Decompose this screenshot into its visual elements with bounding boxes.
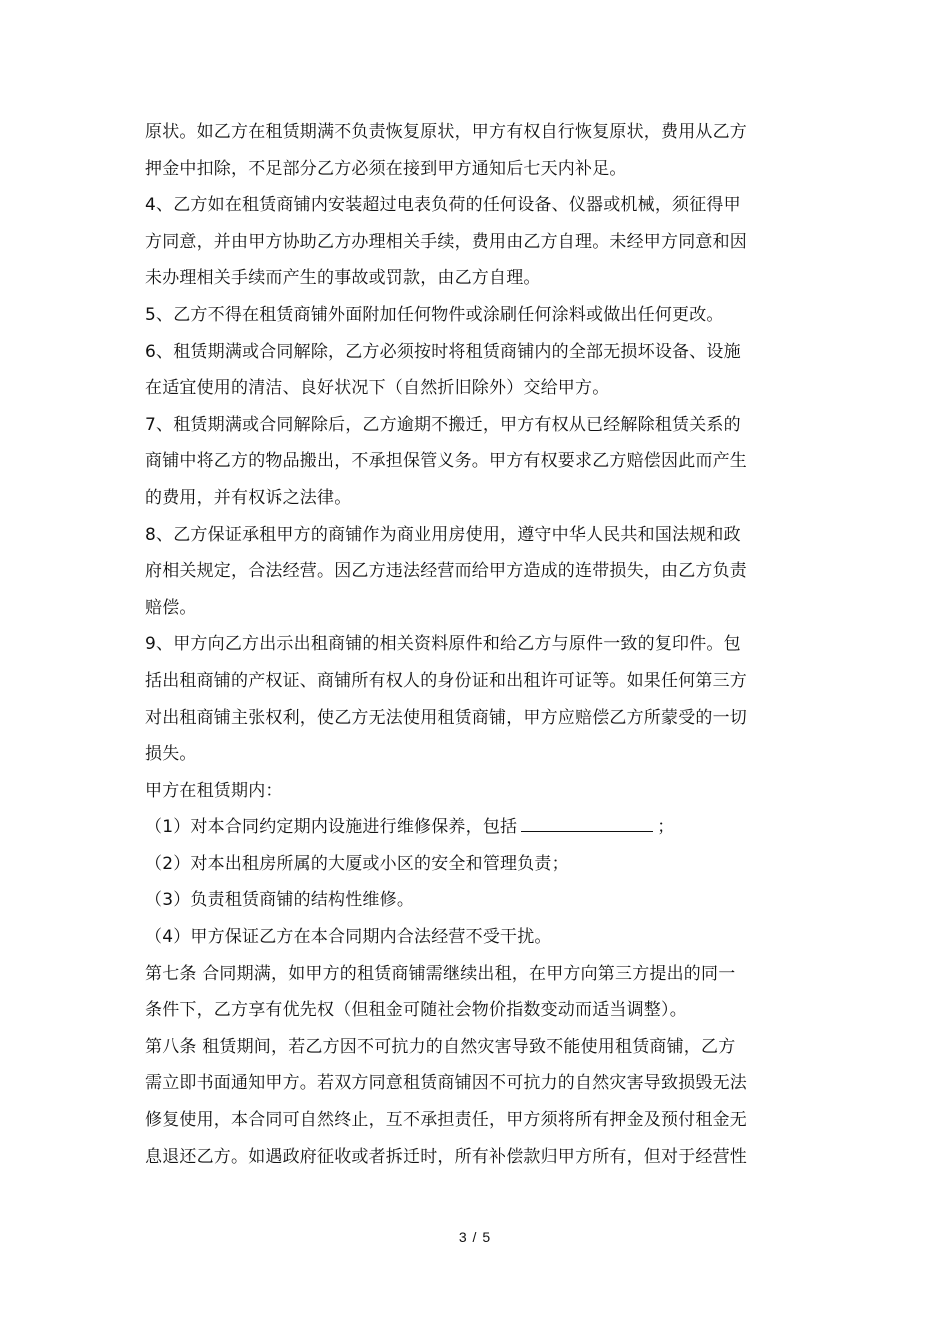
text-line: 对出租商铺主张权利，使乙方无法使用租赁商铺，甲方应赔偿乙方所蒙受的一切: [145, 707, 747, 728]
text-line: 8、乙方保证承租甲方的商铺作为商业用房使用，遵守中华人民共和国法规和政: [145, 524, 741, 545]
text-line: 第八条 租赁期间，若乙方因不可抗力的自然灾害导致不能使用租赁商铺，乙方: [145, 1036, 736, 1057]
text-line: 9、甲方向乙方出示出租商铺的相关资料原件和给乙方与原件一致的复印件。包: [145, 634, 741, 655]
text-line: 7、租赁期满或合同解除后，乙方逾期不搬迁，甲方有权从已经解除租赁关系的: [145, 414, 741, 435]
item-text: （1）对本合同约定期内设施进行维修保养，包括: [145, 817, 518, 838]
text-line: 商铺中将乙方的物品搬出，不承担保管义务。甲方有权要求乙方赔偿因此而产生: [145, 451, 747, 472]
text-line: 甲方在租赁期内：: [145, 780, 283, 801]
text-line: 第七条 合同期满，如甲方的租赁商铺需继续出租，在甲方向第三方提出的同一: [145, 963, 736, 984]
text-line: （2）对本出租房所属的大厦或小区的安全和管理负责；: [145, 853, 569, 874]
text-line: 的费用，并有权诉之法律。: [145, 487, 352, 508]
text-line: 押金中扣除，不足部分乙方必须在接到甲方通知后七天内补足。: [145, 158, 627, 179]
text-line: 方同意，并由甲方协助乙方办理相关手续，费用由乙方自理。未经甲方同意和因: [145, 231, 747, 252]
text-line: 6、租赁期满或合同解除，乙方必须按时将租赁商铺内的全部无损坏设备、设施: [145, 341, 741, 362]
page-number: 3 / 5: [458, 1229, 492, 1245]
text-line: （4）甲方保证乙方在本合同期内合法经营不受干扰。: [145, 927, 552, 948]
text-line: 原状。如乙方在租赁期满不负责恢复原状，甲方有权自行恢复原状，费用从乙方: [145, 122, 747, 142]
item-text-end: ；: [657, 817, 675, 838]
document-body: [145, 114, 815, 1175]
text-line: 在适宜使用的清洁、良好状况下（自然折旧除外）交给甲方。: [145, 378, 610, 399]
text-line: 5、乙方不得在租赁商铺外面附加任何物件或涂刷任何涂料或做出任何更改。: [145, 304, 724, 325]
list-item-fill-in: [145, 809, 815, 846]
text-line: 条件下，乙方享有优先权（但租金可随社会物价指数变动而适当调整）。: [145, 1000, 687, 1021]
text-line: 需立即书面通知甲方。若双方同意租赁商铺因不可抗力的自然灾害导致损毁无法: [145, 1073, 747, 1094]
text-line: 损失。: [145, 744, 197, 765]
text-line: 息退还乙方。如遇政府征收或者拆迁时，所有补偿款归甲方所有，但对于经营性: [145, 1146, 747, 1167]
text-line: 修复使用，本合同可自然终止，互不承担责任，甲方须将所有押金及预付租金无: [145, 1110, 747, 1131]
text-line: 括出租商铺的产权证、商铺所有权人的身份证和出租许可证等。如果任何第三方: [145, 670, 747, 691]
text-line: 4、乙方如在租赁商铺内安装超过电表负荷的任何设备、仪器或机械，须征得甲: [145, 195, 741, 216]
text-line: （3）负责租赁商铺的结构性维修。: [145, 890, 415, 911]
fill-in-blank: [521, 817, 653, 832]
text-line: 府相关规定，合法经营。因乙方违法经营而给甲方造成的连带损失，由乙方负责: [145, 561, 747, 582]
text-line: 未办理相关手续而产生的事故或罚款，由乙方自理。: [145, 268, 541, 289]
text-line: 赔偿。: [145, 597, 197, 618]
